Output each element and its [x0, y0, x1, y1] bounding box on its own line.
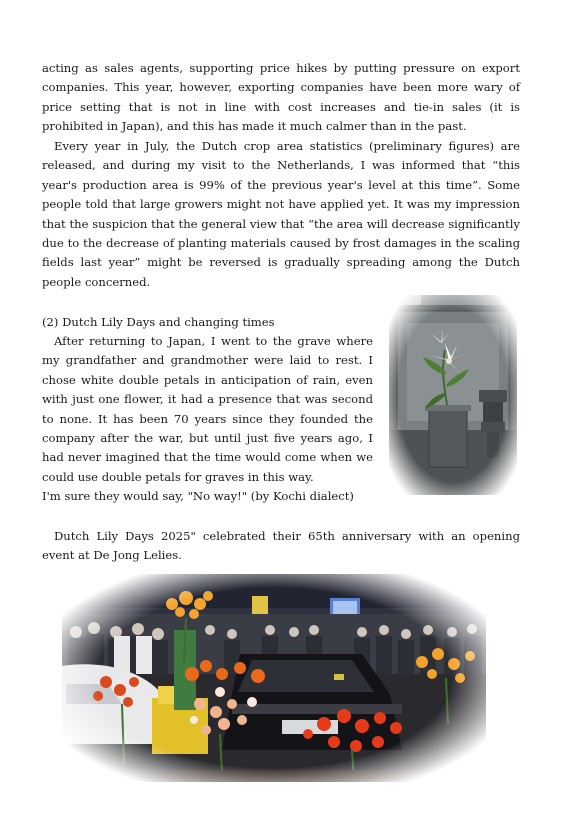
paragraph-export-companies: acting as sales agents, supporting price hikes by putting pressure on export companies. This year, however, exporting companies have been more wary of price setting that is not in line with cost increases and tie-in sales (it is prohibited in Japan), and this has made it much calmer than in the past. [42, 61, 520, 134]
paragraph-lily-days: Dutch Lily Days 2025" celebrated their 65th anniversary with an opening event at De Jong Lelies. [42, 529, 520, 563]
event-photo [62, 574, 486, 782]
paragraph-crop-statistics: Every year in July, the Dutch crop area statistics (preliminary figures) are released, and during my visit to the Netherlands, I was informed that “this year's production area is 99% of the previous year's level at this time”. Some people told that large growers might not have applied yet. It was my impression that the suspicion that the general view that “the area will decrease significantly due to the decrease of planting materials caused by frost damages in the scaling fields last year” might be reversed is gradually spreading among the Dutch people concerned. [42, 139, 520, 289]
paragraph-grave-visit: After returning to Japan, I went to the grave where my grandfather and grandmother were laid to rest. I chose white double petals in anticipation of rain, even with just one flower, it had a presence that was second to none. It has been 70 years since they founded the company after the war, but until just five years ago, I had never imagined that the time would come when we could use double petals for graves in this way. [42, 334, 373, 484]
grave-photo [389, 295, 517, 495]
paragraph-kochi-dialect: I'm sure they would say, "No way!" (by Kochi dialect) [42, 489, 354, 503]
section-heading: (2) Dutch Lily Days and changing times [42, 315, 275, 329]
